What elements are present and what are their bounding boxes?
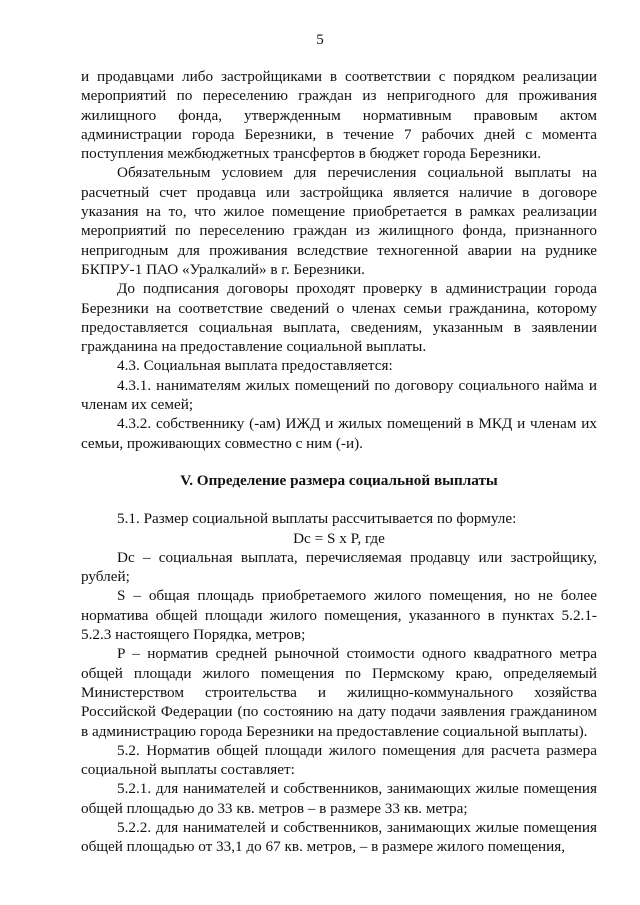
paragraph-mandatory-condition: Обязательным условием для перечисления социальной выплаты на расчетный счет продавца или застройщика является наличие в договоре указания на то, что жилое помещение приобретается в рамках реализации мероприятий по переселению граждан из жилищного фонда, признанного непригодным для проживания вследствие техногенной аварии на руднике БКПРУ-1 ПАО «Уралкалий» в г. Березники. [81, 164, 597, 278]
clause-4-3-2: 4.3.2. собственнику (-ам) ИЖД и жилых помещений в МКД и членам их семьи, проживающих совместно с ним (-и). [81, 415, 597, 452]
definition-p: P – норматив средней рыночной стоимости одного квадратного метра общей площади жилого помещения по Пермскому краю, определяемый Министерством строительства и жилищно-коммунального хозяйства Российской Федерации (по состоянию на дату подачи заявления гражданином в администрацию города Березники на предоставление социальной выплаты). [81, 645, 597, 740]
document-body [81, 67, 597, 857]
definition-dc: Dc – социальная выплата, перечисляемая продавцу или застройщику, рублей; [81, 548, 597, 586]
section-heading: V. Определение размера социальной выплаты [180, 471, 498, 489]
clause-5-2-1: 5.2.1. для нанимателей и собственников, занимающих жилые помещения общей площадью до 33 кв. метров – в размере 33 кв. метра; [81, 780, 597, 817]
page-number: 5 [316, 32, 324, 48]
paragraph-continuation: и продавцами либо застройщиками в соответствии с порядком реализации мероприятий по переселению граждан из непригодного для проживания жилищного фонда, утвержденным нормативным правовым актом администрации города Березники, в течение 7 рабочих дней с момента поступления межбюджетных трансфертов в бюджет города Березники. [81, 68, 597, 163]
clause-5-2-2: 5.2.2. для нанимателей и собственников, занимающих жилые помещения общей площадью от 33,1 до 67 кв. метров, – в размере жилого помещения, [81, 818, 597, 856]
clause-5-1: 5.1. Размер социальной выплаты рассчитывается по формуле: [117, 510, 517, 528]
formula: Dc = S х P, где [293, 529, 385, 547]
clause-4-3: 4.3. Социальная выплата предоставляется: [117, 357, 393, 375]
definition-s: S – общая площадь приобретаемого жилого помещения, но не более норматива общей площади жилого помещения, указанного в пунктах 5.2.1-5.2.3 настоящего Порядка, метров; [81, 587, 597, 644]
paragraph-contract-check: До подписания договоры проходят проверку в администрации города Березники на соответствие сведений о членах семьи гражданина, которому предоставляется социальная выплата, сведениям, указанным в заявлении гражданина на предоставление социальной выплаты. [81, 280, 597, 356]
clause-4-3-1: 4.3.1. нанимателям жилых помещений по договору социального найма и членам их семей; [81, 376, 597, 414]
clause-5-2: 5.2. Норматив общей площади жилого помещения для расчета размера социальной выплаты составляет: [81, 741, 597, 779]
